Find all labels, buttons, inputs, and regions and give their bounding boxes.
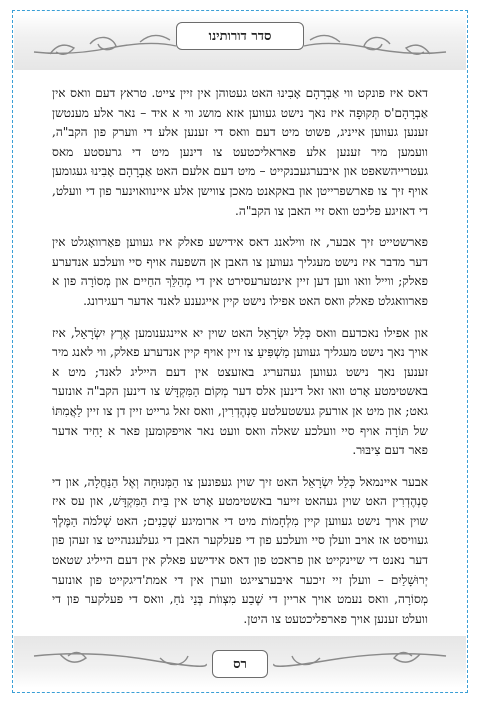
paragraph: אבער איינמאל כְּלַל יִשְׂרָאֵל האט זיך שוין געפונען צו הַמְּנוּחָה וְאֶל הַנַּחֲלָה, און די סַנְהֶדְרִין האט שוין געהאט זייער באשטימטע אָרט אין בֵּית הַמִּקְדָּשׁ, און עס איז שוין אויך נישט געווען קיין מִלְחָמוֹת מיט די ארומיגע שְׁכֵנִים; האט שְׁלֹמֹה הַמֶּלֶךְ געוויסט אז אויב וועלן סיי וועלכע פון די פעלקער האבן די געלעגנהייט צו זעהן פון דער נאנט די שיינקייט און פראכט פון דאס אידישע פאלק אין דעם הייליג שטאט יְרוּשָׁלַיִם – וועלן זיי זיכער איבערצייגט ווערן אין די אמת'דיגקייט פון אונזער מְסוֹרָה, וואס נעמט אויך אריין די שֶׁבַע מִצְווֹת בְּנֵי נֹחַ, וואס די פעלקער פון די וועלט זענען אויך פארפליכטעט צו היטן. <box>52 474 428 626</box>
paragraph: און אפילו נאכדעם וואס כְּלַל יִשְׂרָאֵל האט שוין יא איינגענומען אֶרֶץ יִשְׂרָאֵל, איז אויך נאך נישט מעגליך געווען מַשְׁפִּיעַ צו זיין אויף קיין אנדערע פאלק, ווי לאנג מיר זענען נאך נישט געווען געהעריג באזעצט אין דעם הייליג לאנד; מיט א באשטימטע אָרט וואו זאל דינען אלס דער מְקוֹם הַמִּקְדָּשׁ צו דינען הקב"ה אונזער גאט; און מיט אן אורעק געשטעלטע סַנְהֶדְרִין, וואס זאל גרייט זיין דן צו זיין לַאֲמִתּוֹ של תּוֹרָה אויף סיי וועלכע שאלה וואס וועט נאר אויפקומען פאר א יָחִיד אדער פאר דעם צִיבּוּר. <box>52 325 428 458</box>
page-header-title: סדר דורותינו <box>176 22 304 50</box>
paragraph: דאס איז פונקט ווי אַבְרָהָם אָבִינוּ האט געטוהן אין זיין צייט. טראץ דעם וואס אין אַבְרָהָם'ס תְּקוּפָה איז נאך נישט געווען אזא מושג ווי א איד – נאר אלע מענטשן זענען געווען אייניג, פשוט מיט דעם וואס די זענען אלע די ווערק פון הקב"ה, וועמען מיר זענען אלע פאראליכטעט צו דינען מיט די גרעסטע מאס געטרייהשאפט און איבערגעבנקייט – מיט דעם אלעם האט אַבְרָהָם אָבִינוּ געגומען אויף זיך צו פארשפרייטן און באקאנט מאכן צווישן אלע איינוואוינער פון די וועלט, די דאזיגע פליכט וואס זיי האבן צו הקב"ה. <box>52 86 428 218</box>
body-text <box>52 84 428 641</box>
page-number: רס <box>212 650 268 678</box>
paragraph: פארשטייט זיך אבער, אז ווילאנג דאס אידישע פאלק איז געווען פאַרוואָגלט אין דער מדבר איז נישט מעגליך געווען צו האבן אן השפעה אויף סיי וועלכע אנדערע פאלק; ווייל וואו ווען דען זיין אינטערעסירט אין די מְהַלֵּךְ החַיים און מְסוֹרָה פון א פארוואגלט פאלק וואס האט אפילו נישט קיין אייגענע לאנד אדער רעגירונג. <box>52 235 428 308</box>
